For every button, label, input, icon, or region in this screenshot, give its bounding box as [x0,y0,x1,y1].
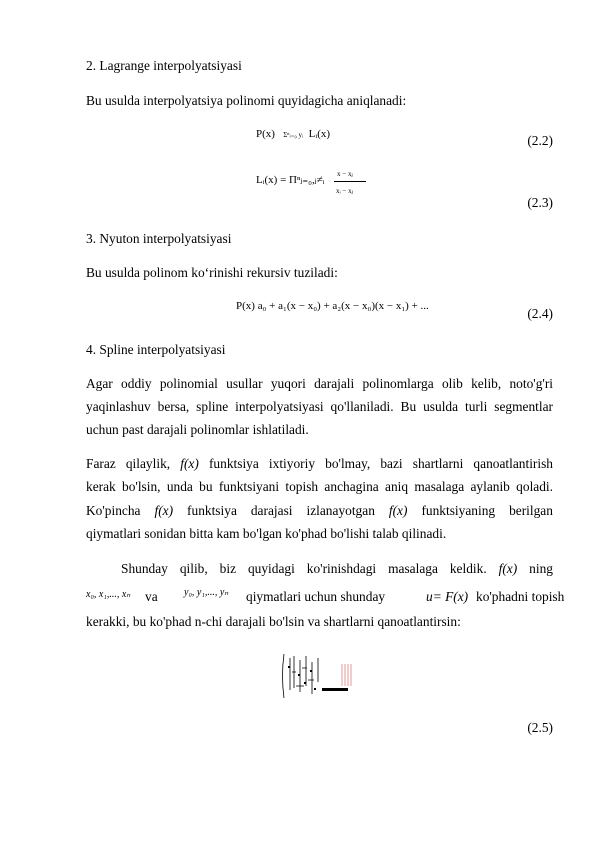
qiymatlari-text-b: ko'phadni topish [476,589,565,604]
qiymatlari-text-a: qiymatlari uchun shunday [246,589,386,604]
nyuton-intro: Bu usulda polinom ko‘rinishi rekursiv tuziladi: [86,265,338,280]
lagrange-intro: Bu usulda interpolyatsiya polinomi quyidagicha aniqlanadi: [86,93,407,108]
eq1-sum: Σⁿᵢ₌₀ yᵢ [283,131,304,139]
equation-lagrange-basis [256,174,325,186]
faraz-text-c: Ko'pincha [86,503,141,518]
va-text: va [145,589,158,604]
equation-number-2-4: (2.4) [527,306,553,321]
eq2-denominator: xᵢ − xⱼ [336,187,353,195]
function-fx: f(x) [154,503,174,518]
last-line: kerakki, bu ko'phad n-chi darajali bo'lsin va shartlarni qanoatlantirsin: [86,614,461,629]
function-fx: f(x) [180,456,199,471]
eq1-lhs: P(x) [256,128,275,140]
equation-newton-polynomial: P(x) a₀ + a₁(x − x₀) + a₂(x − x₀)(x − x₁) + ... [236,300,429,312]
x-values-label: x₀, x₁,..., xₙ [86,589,131,600]
equation-number-2-5: (2.5) [527,720,553,735]
spline-paragraph-line-3: uchun past darajali polinomlar ishlatiladi. [86,422,309,437]
faraz-text-e: funktsiyaning berilgan [421,503,553,518]
equation-number-2-2: (2.2) [527,133,553,148]
heading-nyuton: 3. Nyuton interpolyatsiyasi [86,231,232,246]
equation-system-image [278,652,358,700]
faraz-text-a: Faraz qilaylik, [86,456,171,471]
faraz-line-4: qiymatlari sonidan bitta kam bo'lgan ko'phad bo'lishi talab qilinadi. [86,526,447,541]
shunday-text-b: ning [529,561,553,576]
eq2-fraction-bar [334,181,366,182]
u-equals-fx: u= F(x) [426,589,469,604]
shunday-line-1 [121,561,553,577]
function-fx: f(x) [388,503,408,518]
eq2-numerator: x − xⱼ [337,170,353,178]
y-values-label: y₀, y₁,..., yₙ [184,587,229,598]
heading-spline: 4. Spline interpolyatsiyasi [86,342,226,357]
heading-lagrange: 2. Lagrange interpolyatsiyasi [86,58,242,73]
eq1-rhs: Lᵢ(x) [308,128,331,140]
spline-paragraph-line-1: Agar oddiy polinomial usullar yuqori darajali polinomlarga olib kelib, noto'g'ri [86,376,553,391]
shunday-text-a: Shunday qilib, biz quyidagi ko'rinishdagi masalaga keldik. [121,561,487,576]
faraz-line-3 [86,503,553,519]
faraz-text-b: funktsiya ixtiyoriy bo'lmay, bazi shartlarni qanoatlantirish [208,456,554,471]
spline-paragraph-line-2: yaqinlashuv bersa, spline interpolyatsiyasi qo'llaniladi. Bu usulda turli segmentlar [86,399,553,414]
faraz-line-1 [86,456,553,472]
faraz-text-d: funktsiya darajasi izlanayotgan [187,503,375,518]
faraz-line-2: kerak bo'lsin, unda bu funktsiyani topish anchagina aniq masalaga aylanib qoladi. [86,479,553,494]
equation-lagrange-polynomial [256,128,330,141]
equation-number-2-3: (2.3) [527,195,553,210]
function-fx: f(x) [498,561,518,576]
eq2-lhs: Lᵢ(x) = Πⁿⱼ₌₀,ⱼ≠ᵢ [256,174,325,186]
